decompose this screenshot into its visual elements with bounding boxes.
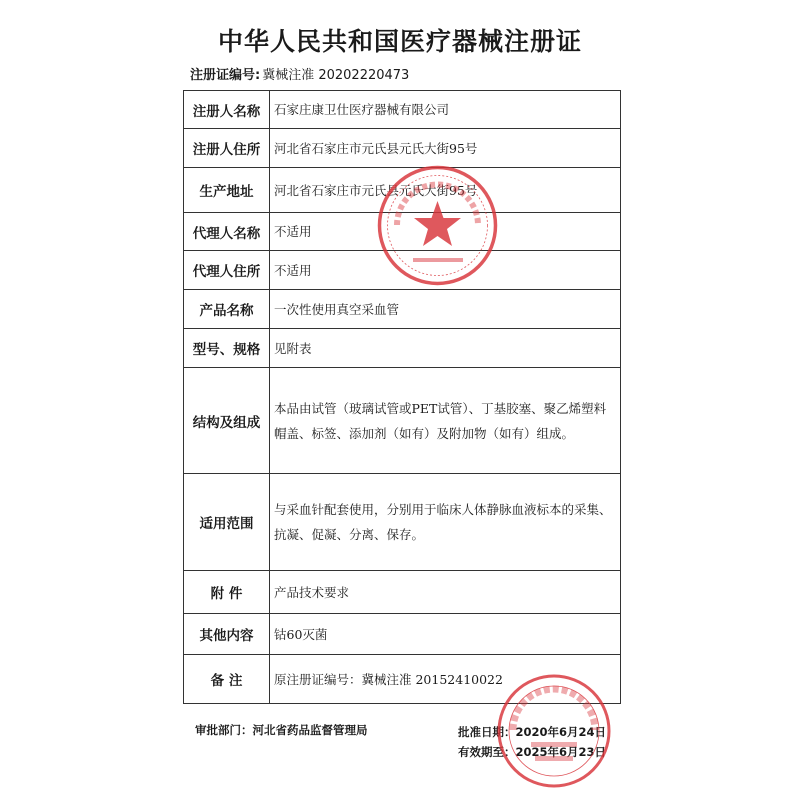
row-value: 产品技术要求: [270, 571, 621, 614]
registration-number: [190, 64, 409, 83]
row-label: 产品名称: [184, 290, 270, 329]
row-label: 代理人住所: [184, 251, 270, 290]
row-value: 见附表: [270, 329, 621, 368]
certificate-table: [183, 90, 621, 704]
row-label: 其他内容: [184, 614, 270, 655]
approval-dates: [458, 722, 606, 762]
table-row: [184, 368, 621, 474]
table-row: [184, 571, 621, 614]
valid-until-date: 有效期至：2025年6月23日: [458, 745, 607, 759]
row-value: 本品由试管（玻璃试管或PET试管）、丁基胶塞、聚乙烯塑料帽盖、标签、添加剂（如有）及附加物（如有）组成。: [270, 368, 621, 474]
page-title: 中华人民共和国医疗器械注册证: [217, 27, 582, 56]
row-value: 与采血针配套使用，分别用于临床人体静脉血液标本的采集、抗凝、促凝、分离、保存。: [270, 474, 621, 571]
row-label: 注册人住所: [184, 129, 270, 168]
table-row: [184, 129, 621, 168]
registration-number-label: 注册证编号:: [190, 68, 261, 83]
row-value: 原注册证编号：冀械注准 20152410022: [270, 655, 621, 704]
row-label: 注册人名称: [184, 91, 270, 129]
row-label: 型号、规格: [184, 329, 270, 368]
row-value: 钴60灭菌: [270, 614, 621, 655]
row-label: 结构及组成: [184, 368, 270, 474]
approval-department: 审批部门：河北省药品监督管理局: [195, 723, 368, 737]
row-label: 代理人名称: [184, 213, 270, 251]
row-label: 附 件: [184, 571, 270, 614]
approval-date: 批准日期：2020年6月24日: [458, 725, 607, 739]
row-value: 不适用: [270, 213, 621, 251]
table-row: [184, 655, 621, 704]
table-row: [184, 614, 621, 655]
table-row: [184, 474, 621, 571]
table-row: [184, 213, 621, 251]
row-value: 石家庄康卫仕医疗器械有限公司: [270, 91, 621, 129]
row-value: 一次性使用真空采血管: [270, 290, 621, 329]
row-label: 备 注: [184, 655, 270, 704]
table-row: [184, 168, 621, 213]
row-value: 河北省石家庄市元氏县元氏大街95号: [270, 129, 621, 168]
row-label: 生产地址: [184, 168, 270, 213]
table-row: [184, 329, 621, 368]
table-row: [184, 91, 621, 129]
row-label: 适用范围: [184, 474, 270, 571]
table-row: [184, 251, 621, 290]
table-row: [184, 290, 621, 329]
registration-number-value: 冀械注准 20202220473: [262, 68, 410, 83]
row-value: 河北省石家庄市元氏县元氏大街95号: [270, 168, 621, 213]
row-value: 不适用: [270, 251, 621, 290]
